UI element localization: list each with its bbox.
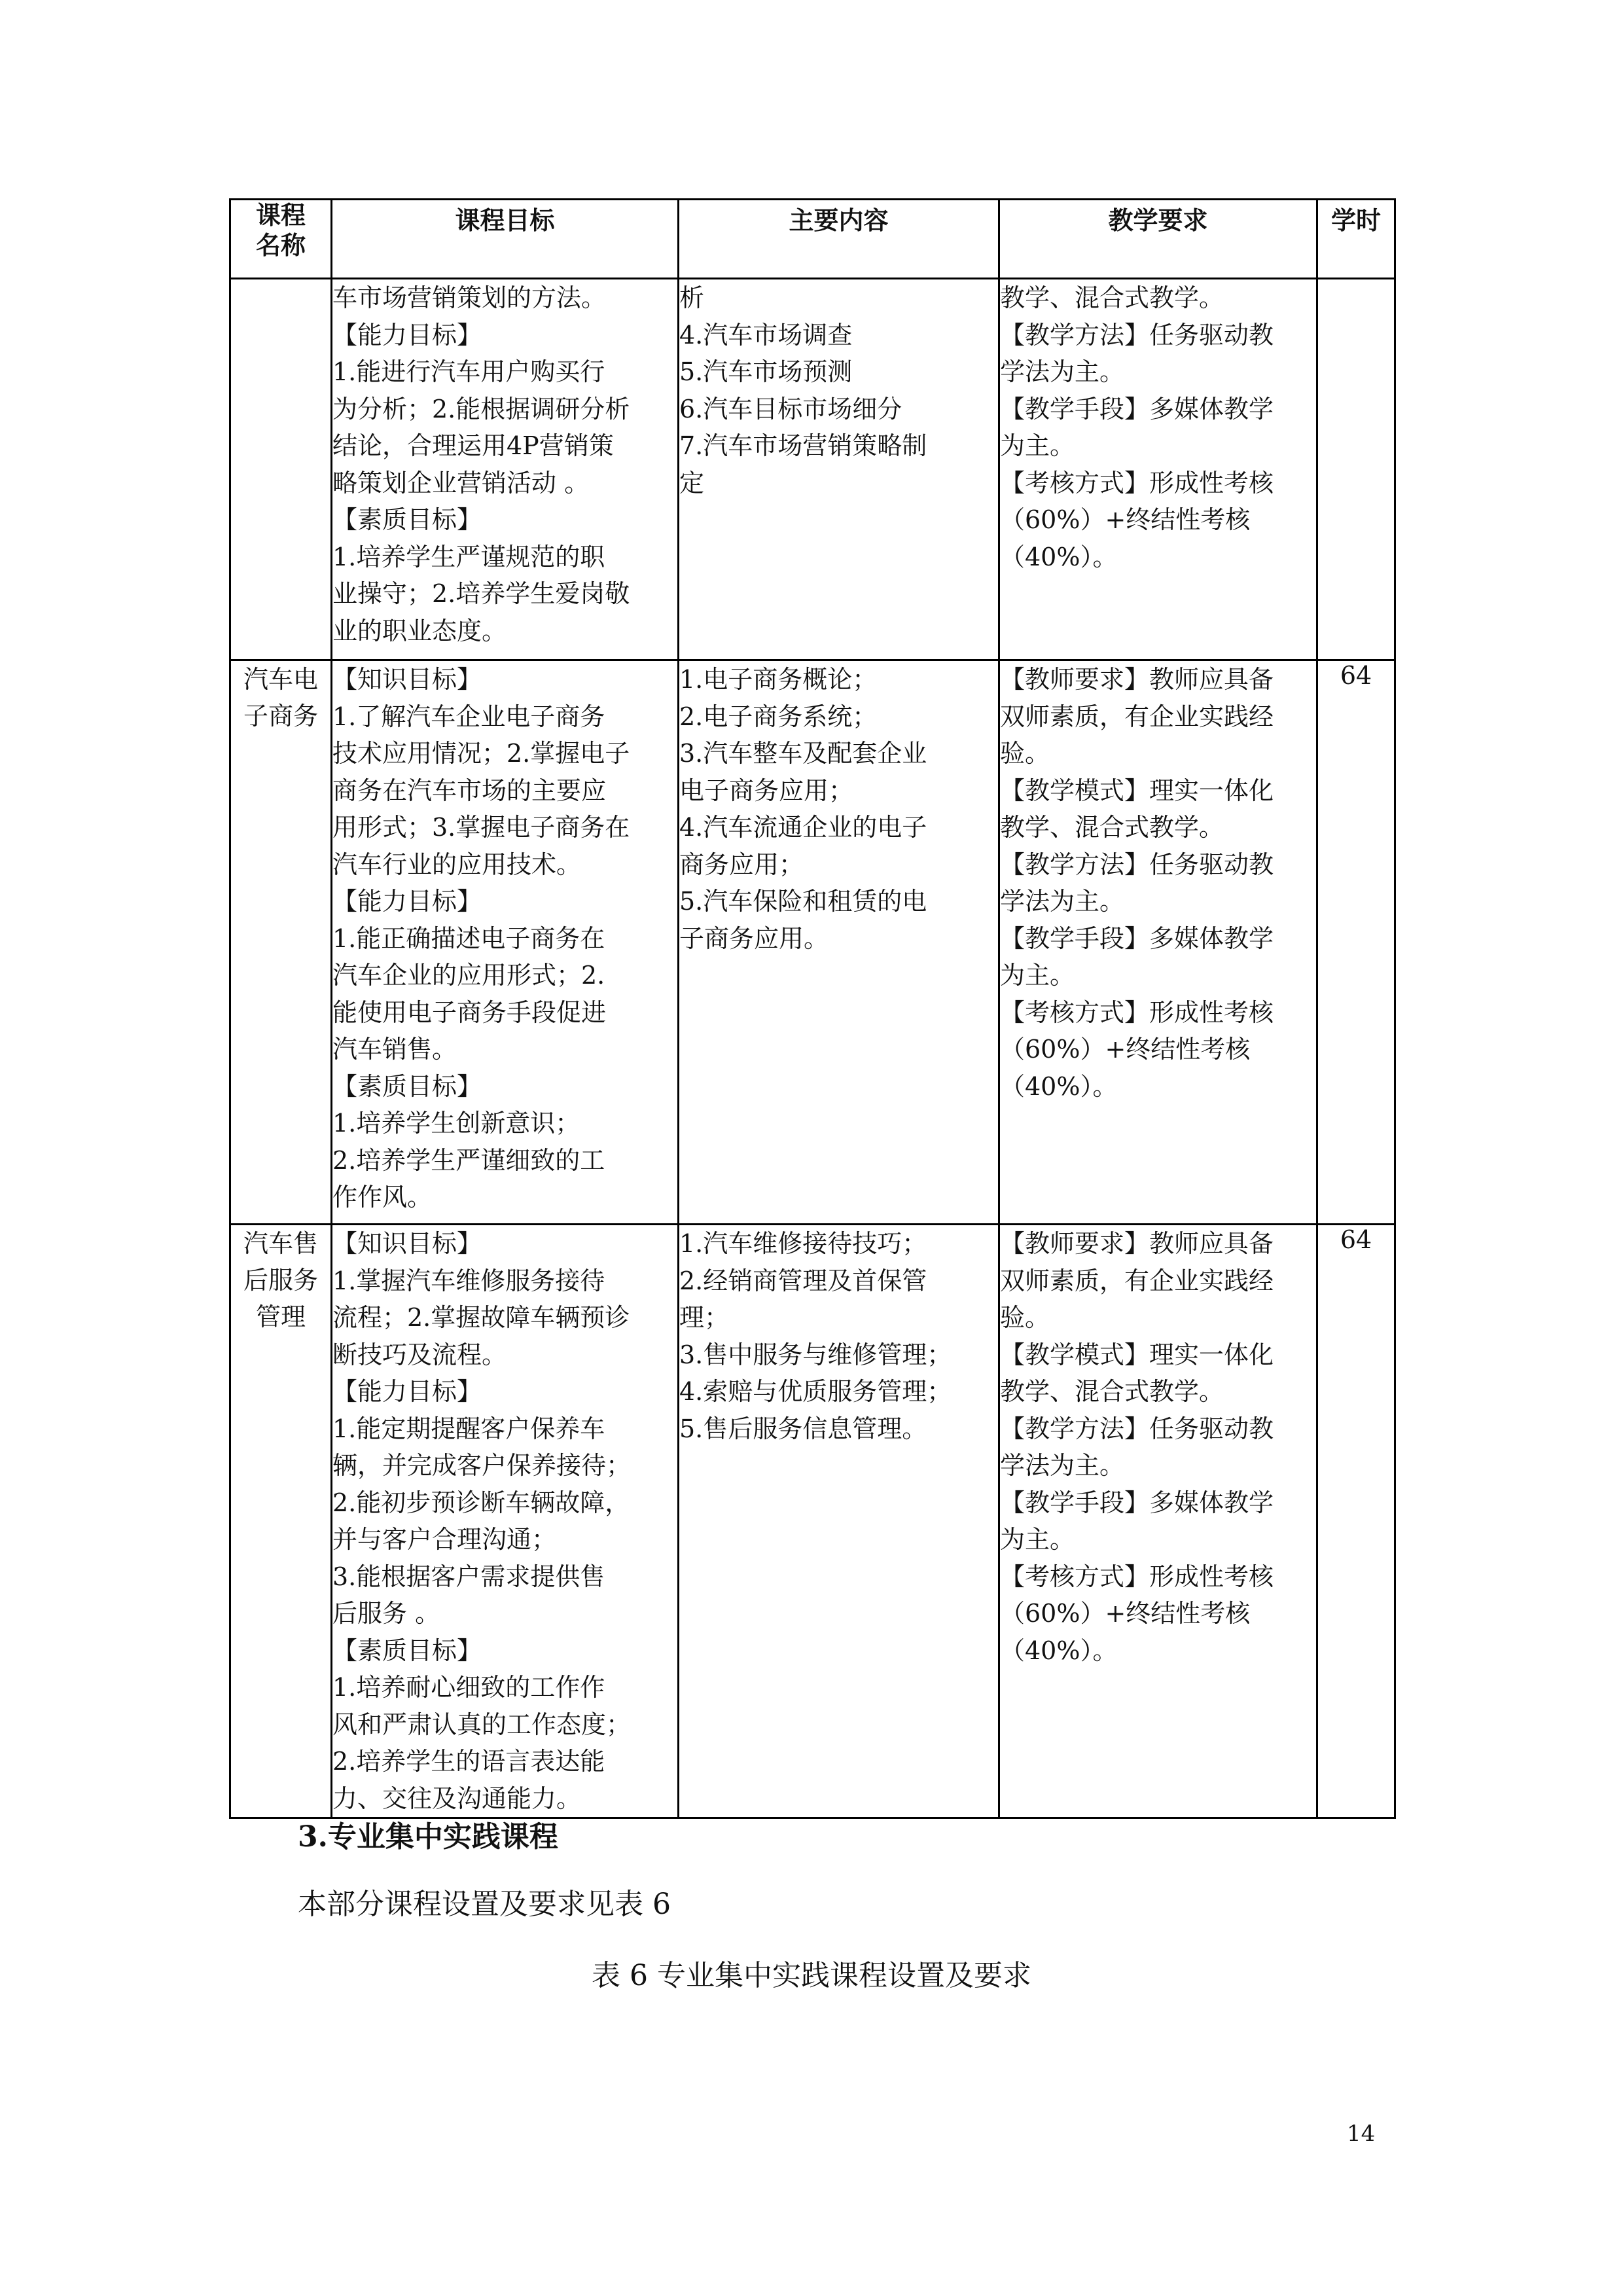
cell-text-line: 作作风。 bbox=[332, 1183, 433, 1211]
cell-text-line: 【教师要求】教师应具备 bbox=[1000, 665, 1274, 694]
cell-text-line: 后服务 。 bbox=[332, 1599, 440, 1628]
cell-text-line: 【教学手段】多媒体教学 bbox=[1000, 394, 1274, 423]
table-row bbox=[230, 279, 1395, 660]
course-name-cell bbox=[230, 1225, 332, 1818]
cell-text-line: 用形式；3.掌握电子商务在 bbox=[332, 813, 630, 842]
header-teaching-requirements: 教学要求 bbox=[999, 200, 1317, 279]
cell-text-line: 汽车电 bbox=[243, 665, 318, 694]
cell-text-line: 【能力目标】 bbox=[332, 320, 482, 350]
cell-text-line: 【教师要求】教师应具备 bbox=[1000, 1229, 1274, 1258]
cell-text-line: 电子商务应用； bbox=[679, 776, 854, 805]
cell-text-line: 商务应用； bbox=[679, 850, 804, 879]
cell-text-line: （60%）+终结性考核 bbox=[1000, 1599, 1251, 1628]
hours-cell bbox=[1317, 279, 1395, 660]
table-caption: 表 6 专业集中实践课程设置及要求 bbox=[592, 1959, 1031, 1992]
course-name-cell bbox=[230, 660, 332, 1225]
header-course-goals: 课程目标 bbox=[332, 200, 679, 279]
main-content-cell bbox=[679, 660, 999, 1225]
cell-text-line: 汽车销售。 bbox=[332, 1035, 457, 1064]
cell-text-line: 1.汽车维修接待技巧； bbox=[679, 1229, 927, 1258]
cell-text-line: 力、交往及沟通能力。 bbox=[332, 1784, 582, 1813]
cell-text-line: 【考核方式】形成性考核 bbox=[1000, 468, 1274, 497]
cell-text-line: 汽车行业的应用技术。 bbox=[332, 850, 582, 879]
teaching-requirements-cell bbox=[999, 279, 1317, 660]
cell-text-line: 【教学模式】理实一体化 bbox=[1000, 776, 1274, 805]
table-row bbox=[230, 660, 1395, 1225]
cell-text-line: 3.汽车整车及配套企业 bbox=[679, 739, 927, 768]
header-course-name: 课程 名称 bbox=[230, 200, 332, 279]
cell-text-line: 5.汽车市场预测 bbox=[679, 357, 853, 386]
main-content-cell bbox=[679, 1225, 999, 1818]
cell-text-line: 验。 bbox=[1000, 739, 1050, 768]
cell-text-line: 2.培养学生严谨细致的工 bbox=[332, 1145, 605, 1175]
cell-text-line: 【素质目标】 bbox=[332, 1636, 482, 1665]
cell-text-line: 【教学方法】任务驱动教 bbox=[1000, 1414, 1274, 1443]
cell-text-line: 析 bbox=[679, 283, 705, 312]
cell-text-line: 【素质目标】 bbox=[332, 1071, 482, 1101]
cell-text-line: 业操守；2.培养学生爱岗敬 bbox=[332, 579, 630, 608]
cell-text-line: 5.汽车保险和租赁的电 bbox=[679, 887, 927, 916]
page-number: 14 bbox=[1347, 2121, 1376, 2147]
course-goals-cell bbox=[332, 279, 679, 660]
section-title: 3.专业集中实践课程 bbox=[298, 1820, 558, 1854]
cell-text-line: （40%）。 bbox=[1000, 1636, 1118, 1665]
cell-text-line: （40%）。 bbox=[1000, 542, 1118, 571]
cell-text-line: 学法为主。 bbox=[1000, 1451, 1125, 1480]
cell-text-line: 【教学手段】多媒体教学 bbox=[1000, 1488, 1274, 1517]
cell-text-line: 风和严肃认真的工作态度； bbox=[332, 1710, 632, 1739]
cell-text-line: 1.电子商务概论； bbox=[679, 665, 878, 694]
cell-text-line: 断技巧及流程。 bbox=[332, 1340, 507, 1369]
cell-text-line: 业的职业态度。 bbox=[332, 616, 507, 645]
table-row bbox=[230, 1225, 1395, 1818]
cell-text-line: 1.培养耐心细致的工作作 bbox=[332, 1673, 605, 1702]
cell-text-line: 1.了解汽车企业电子商务 bbox=[332, 702, 605, 731]
cell-text-line: 理； bbox=[679, 1303, 730, 1332]
cell-text-line: 【知识目标】 bbox=[332, 665, 482, 694]
cell-text-line: （40%）。 bbox=[1000, 1071, 1118, 1101]
cell-text-line: 双师素质，有企业实践经 bbox=[1000, 1266, 1274, 1295]
cell-text-line: 教学、混合式教学。 bbox=[1000, 1377, 1224, 1406]
teaching-requirements-cell bbox=[999, 1225, 1317, 1818]
cell-text-line: 汽车企业的应用形式；2. bbox=[332, 961, 605, 990]
cell-text-line: 4.汽车流通企业的电子 bbox=[679, 813, 927, 842]
hours-cell: 64 bbox=[1317, 1225, 1395, 1818]
cell-text-line: 4.索赔与优质服务管理； bbox=[679, 1377, 952, 1406]
cell-text-line: 【教学方法】任务驱动教 bbox=[1000, 850, 1274, 879]
cell-text-line: 辆，并完成客户保养接待； bbox=[332, 1451, 632, 1480]
cell-text-line: 6.汽车目标市场细分 bbox=[679, 394, 902, 423]
cell-text-line: 验。 bbox=[1000, 1303, 1050, 1332]
hours-cell: 64 bbox=[1317, 660, 1395, 1225]
cell-text-line: 为主。 bbox=[1000, 431, 1075, 460]
cell-text-line: 商务在汽车市场的主要应 bbox=[332, 776, 607, 805]
cell-text-line: 后服务 bbox=[243, 1266, 318, 1295]
cell-text-line: 2.经销商管理及首保管 bbox=[679, 1266, 927, 1295]
cell-text-line: 2.能初步预诊断车辆故障， bbox=[332, 1488, 630, 1517]
cell-text-line: 【考核方式】形成性考核 bbox=[1000, 997, 1274, 1027]
cell-text-line: 【教学手段】多媒体教学 bbox=[1000, 924, 1274, 953]
cell-text-line: 教学、混合式教学。 bbox=[1000, 813, 1224, 842]
cell-text-line: 汽车售 bbox=[243, 1229, 318, 1258]
cell-text-line: 为分析；2.能根据调研分析 bbox=[332, 394, 630, 423]
cell-text-line: 1.能进行汽车用户购买行 bbox=[332, 357, 605, 386]
cell-text-line: 为主。 bbox=[1000, 961, 1075, 990]
cell-text-line: 学法为主。 bbox=[1000, 887, 1125, 916]
cell-text-line: 【能力目标】 bbox=[332, 1377, 482, 1406]
cell-text-line: 【能力目标】 bbox=[332, 887, 482, 916]
cell-text-line: 略策划企业营销活动 。 bbox=[332, 468, 590, 497]
course-table bbox=[229, 198, 1396, 1819]
cell-text-line: 5.售后服务信息管理。 bbox=[679, 1414, 927, 1443]
cell-text-line: 1.能正确描述电子商务在 bbox=[332, 924, 605, 953]
cell-text-line: 车市场营销策划的方法。 bbox=[332, 283, 607, 312]
cell-text-line: 1.培养学生创新意识； bbox=[332, 1109, 580, 1138]
cell-text-line: 子商务应用。 bbox=[679, 924, 829, 953]
cell-text-line: 定 bbox=[679, 468, 705, 497]
cell-text-line: 【教学方法】任务驱动教 bbox=[1000, 320, 1274, 350]
cell-text-line: 2.培养学生的语言表达能 bbox=[332, 1747, 605, 1776]
cell-text-line: 2.电子商务系统； bbox=[679, 702, 878, 731]
cell-text-line: 【教学模式】理实一体化 bbox=[1000, 1340, 1274, 1369]
cell-text-line: 4.汽车市场调查 bbox=[679, 320, 853, 350]
cell-text-line: 为主。 bbox=[1000, 1525, 1075, 1554]
cell-text-line: 1.能定期提醒客户保养车 bbox=[332, 1414, 605, 1443]
cell-text-line: 3.能根据客户需求提供售 bbox=[332, 1562, 605, 1591]
cell-text-line: 【素质目标】 bbox=[332, 505, 482, 534]
cell-text-line: 【考核方式】形成性考核 bbox=[1000, 1562, 1274, 1591]
cell-text-line: 1.掌握汽车维修服务接待 bbox=[332, 1266, 605, 1295]
cell-text-line: 并与客户合理沟通； bbox=[332, 1525, 557, 1554]
cell-text-line: （60%）+终结性考核 bbox=[1000, 1035, 1251, 1064]
cell-text-line: 学法为主。 bbox=[1000, 357, 1125, 386]
table-header-row bbox=[230, 200, 1395, 279]
cell-text-line: 管理 bbox=[255, 1302, 306, 1331]
body-paragraph: 本部分课程设置及要求见表 6 bbox=[298, 1888, 671, 1921]
cell-text-line: 双师素质，有企业实践经 bbox=[1000, 702, 1274, 731]
cell-text-line: 【知识目标】 bbox=[332, 1229, 482, 1258]
course-name-cell bbox=[230, 279, 332, 660]
cell-text-line: 1.培养学生严谨规范的职 bbox=[332, 542, 605, 571]
cell-text-line: 流程；2.掌握故障车辆预诊 bbox=[332, 1303, 630, 1332]
cell-text-line: 能使用电子商务手段促进 bbox=[332, 997, 607, 1027]
course-goals-cell bbox=[332, 660, 679, 1225]
header-main-content: 主要内容 bbox=[679, 200, 999, 279]
course-goals-cell bbox=[332, 1225, 679, 1818]
cell-text-line: 子商务 bbox=[243, 702, 318, 730]
cell-text-line: 结论，合理运用4P营销策 bbox=[332, 431, 614, 460]
header-hours: 学时 bbox=[1317, 200, 1395, 279]
teaching-requirements-cell bbox=[999, 660, 1317, 1225]
cell-text-line: 技术应用情况；2.掌握电子 bbox=[332, 739, 630, 768]
cell-text-line: 3.售中服务与维修管理； bbox=[679, 1340, 952, 1369]
main-content-cell bbox=[679, 279, 999, 660]
cell-text-line: 7.汽车市场营销策略制 bbox=[679, 431, 927, 460]
cell-text-line: （60%）+终结性考核 bbox=[1000, 505, 1251, 534]
cell-text-line: 教学、混合式教学。 bbox=[1000, 283, 1224, 312]
